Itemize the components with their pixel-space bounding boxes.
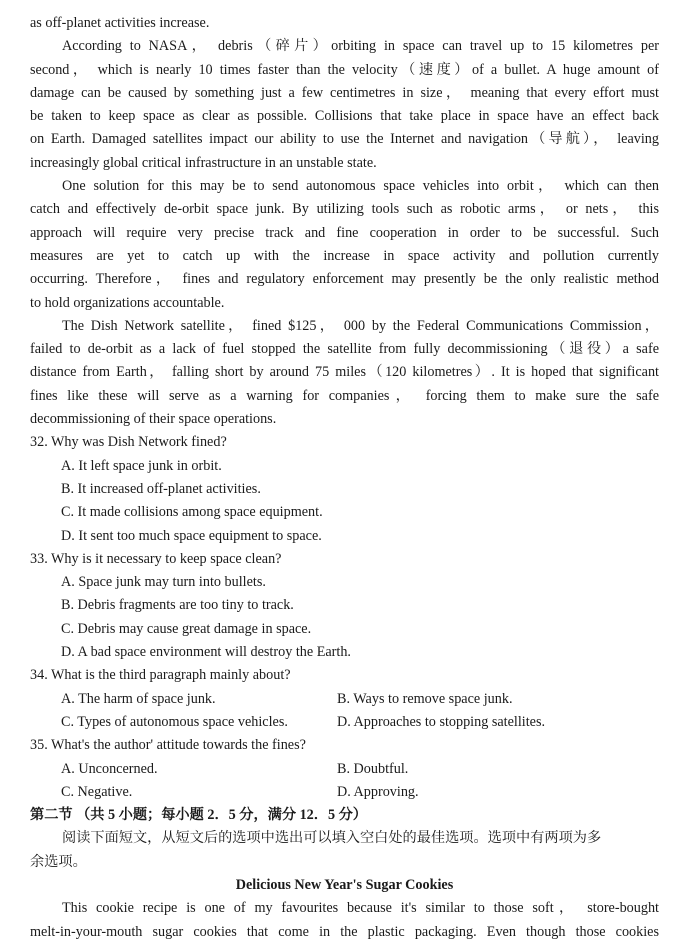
- text-line: second， which is nearly 10 times faster than the velocity（速度）of a bullet. A huge amount of: [30, 61, 659, 78]
- text-line: The Dish Network satellite， fined $125， 000 by the Federal Communications Commission，: [62, 317, 659, 334]
- option-b: B. Ways to remove space junk.: [337, 690, 513, 707]
- section-heading: 第二节 （共 5 小题；每小题 2．5 分，满分 12．5 分）: [30, 807, 367, 824]
- option-d: D. It sent too much space equipment to space.: [61, 527, 322, 544]
- paragraph-nasa: [30, 35, 659, 175]
- question-stem: 32. Why was Dish Network fined?: [30, 434, 227, 451]
- text-line: approach will require very precise track and fine cooperation in order to be successful. Such: [30, 224, 659, 241]
- text-line: increasingly global critical infrastructure in an unstable state.: [30, 154, 377, 171]
- option-row: [30, 781, 659, 804]
- option-d: D. A bad space environment will destroy the Earth.: [61, 644, 351, 661]
- text-line: According to NASA， debris（碎片）orbiting in space can travel up to 15 kilometres per: [62, 38, 659, 55]
- text-line: measures are yet to catch up with the increase in space activity and pollution currently: [30, 247, 659, 264]
- option-row: [30, 758, 659, 781]
- question-33: [30, 548, 659, 664]
- question-stem: 34. What is the third paragraph mainly about?: [30, 667, 291, 684]
- option-b: B. Debris fragments are too tiny to track.: [61, 597, 294, 614]
- question-stem: 33. Why is it necessary to keep space clean?: [30, 550, 282, 567]
- text-line: be taken to keep space as clear as possible. Collisions that take place in space have an effect back: [30, 108, 659, 125]
- paragraph-cookie: [30, 897, 659, 944]
- text-line: catch and effectively de-orbit space junk. By utilizing tools such as robotic arms， or nets， this: [30, 201, 659, 218]
- option-d: D. Approving.: [337, 783, 419, 800]
- option-c: C. Debris may cause great damage in space.: [61, 620, 312, 637]
- text-line: as off-planet activities increase.: [30, 15, 210, 31]
- text-line: failed to de-orbit as a lack of fuel stopped the satellite from fully decommissioning（退役）a safe: [30, 341, 659, 358]
- option-a: A. Space junk may turn into bullets.: [61, 574, 266, 591]
- text-line: melt-in-your-mouth sugar cookies that come in the plastic packaging. Even though those cookies: [30, 923, 659, 940]
- option-row: [30, 711, 659, 734]
- text-line: distance from Earth， falling short by around 75 miles（120 kilometres）. It is hoped that significant: [30, 364, 659, 381]
- option-a: A. It left space junk in orbit.: [61, 457, 222, 474]
- question-stem: 35. What's the author' attitude towards the fines?: [30, 737, 306, 754]
- paragraph-solution: [30, 175, 659, 315]
- text-line: occurring. Therefore， fines and regulatory enforcement may presently be the only realistic method: [30, 271, 659, 288]
- option-c: C. Types of autonomous space vehicles.: [61, 713, 288, 730]
- option-c: C. Negative.: [61, 783, 133, 800]
- option-b: B. Doubtful.: [337, 760, 409, 777]
- text-line: damage can be caused by something just a few centimetres in size， meaning that every effort must: [30, 84, 659, 101]
- text-line: This cookie recipe is one of my favourites because it's similar to those soft， store-bought: [62, 900, 659, 917]
- question-34: [30, 664, 659, 734]
- passage-title: Delicious New Year's Sugar Cookies: [235, 876, 454, 893]
- section-instructions: 阅读下面短文，从短文后的选项中选出可以填入空白处的最佳选项。选项中有两项为多: [62, 830, 602, 847]
- text-line: to hold organizations accountable.: [30, 294, 225, 311]
- paragraph-dish-network: [30, 315, 659, 431]
- option-d: D. Approaches to stopping satellites.: [337, 713, 546, 730]
- text-line: decommissioning of their space operations.: [30, 411, 277, 428]
- question-32: [30, 431, 659, 547]
- option-a: A. The harm of space junk.: [61, 690, 216, 707]
- question-35: [30, 734, 659, 804]
- text-line: One solution for this may be to send autonomous space vehicles into orbit， which can then: [62, 178, 659, 195]
- option-b: B. It increased off-planet activities.: [61, 480, 261, 497]
- option-a: A. Unconcerned.: [61, 760, 158, 777]
- option-c: C. It made collisions among space equipment.: [61, 504, 323, 521]
- text-line: fines like these will serve as a warning for companies， forcing them to make sure the safe: [30, 387, 659, 404]
- text-line: on Earth. Damaged satellites impact our ability to use the Internet and navigation（导航）， leaving: [30, 131, 659, 148]
- option-row: [30, 688, 659, 711]
- section-instructions: 余选项。: [30, 853, 87, 870]
